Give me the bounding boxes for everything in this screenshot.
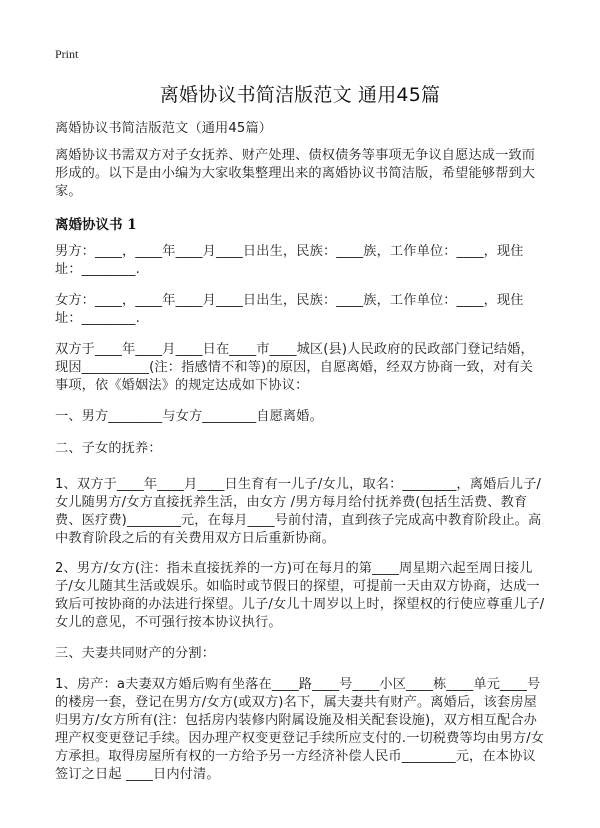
clause-2-heading: 二、子女的抚养： [55, 441, 162, 456]
intro-paragraph: 离婚协议书需双方对子女抚养、财产处理、债权债务等事项无争议自愿达成一致而形成的。以下是由小编为大家收集整理出来的离婚协议书简洁版，希望能够帮到大家。 [55, 148, 536, 199]
child-custody-paragraph: 1、双方于____年____月____日生育有一儿子/女儿，取名：________，离婚后儿子/女儿随男方/女方直接抚养生活，由女方 /男方每月给付抚养费(包括生活费、教育费、医疗费)________元，在每月____号前付清，直到孩子完成高中教育阶段止。高中教育阶段之后的有关费用双方日后重新协商。 [55, 477, 542, 546]
document-title: 离婚协议书简洁版范文 通用45篇 [159, 84, 441, 106]
visitation-paragraph: 2、男方/女方(注：指未直接抚养的一方)可在每月的第____周星期六起至周日接儿子/女儿随其生活或娱乐。如临时或节假日的探望，可提前一天由双方协商，达成一致后可按协商的办法进行探望。儿子/女儿十周岁以上时，探望权的行使应尊重儿子/女儿的意见，不可强行按本协议执行。 [55, 561, 545, 630]
marriage-registration-paragraph: 双方于____年____月____日在____市____城区(县)人民政府的民政部门登记结婚，现因__________(注：指感情不和等)的原因，自愿离婚，经双方协商一致，对有关事项，依《婚姻法》的规定达成如下协议： [55, 342, 534, 393]
clause-1-paragraph: 一、男方________与女方________自愿离婚。 [55, 409, 323, 424]
male-party-paragraph: 男方：____，____年____月____日出生，民族：____族，工作单位：____，现住址：________. [55, 244, 524, 277]
female-party-paragraph: 女方：____，____年____月____日出生，民族：____族，工作单位：____，现住址：________. [55, 293, 524, 326]
document-subtitle: 离婚协议书简洁版范文（通用45篇） [55, 121, 273, 136]
print-label[interactable]: Print [55, 47, 79, 61]
section-heading: 离婚协议书 1 [55, 217, 137, 233]
property-paragraph: 1、房产：a夫妻双方婚后购有坐落在____路____号____小区____栋____单元____号的楼房一套，登记在男方/女方(或双方)名下，属夫妻共有财产。离婚后，该套房屋归男方/女方所有(注：包括房内装修内附属设施及相关配套设施)，双方相互配合办理产权变更登记手续。因办理产权变更登记手续所应支付的.一切税费等均由男方/女方承担。取得房屋所有权的一方给予另一方经济补偿人民币________元，在本协议签订之日起 ____日内付清。 [55, 677, 545, 782]
clause-3-heading: 三、夫妻共同财产的分割： [55, 646, 216, 661]
